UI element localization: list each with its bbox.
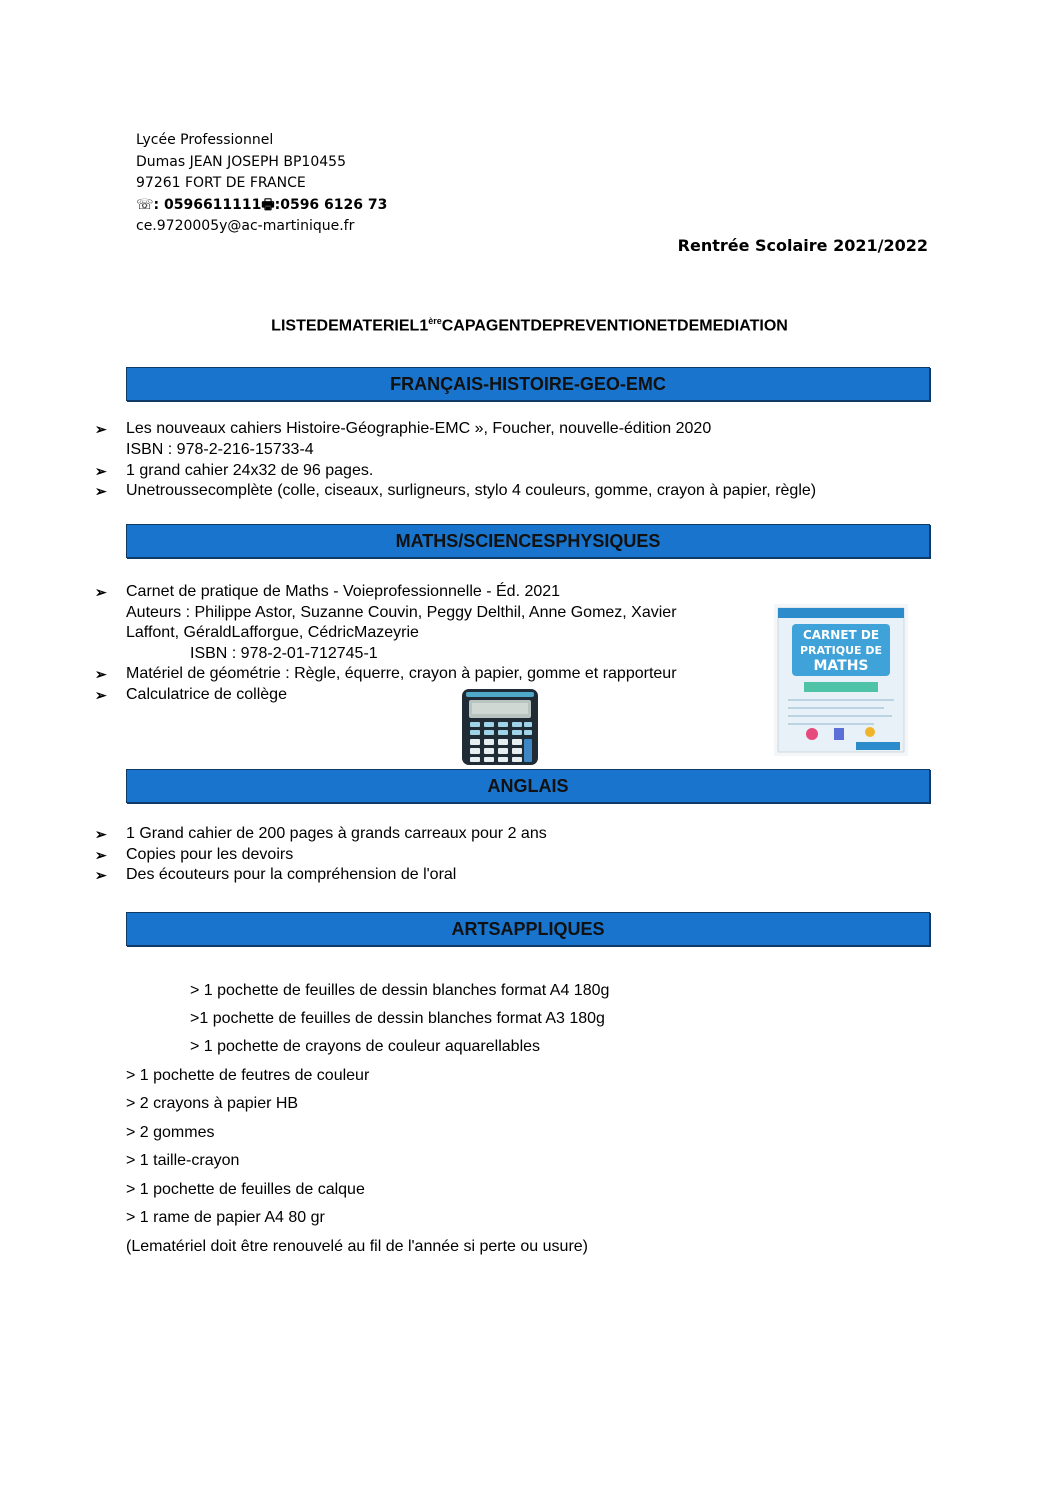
list-item: > 1 taille-crayon xyxy=(126,1152,240,1169)
title-part2: CAPAGENTDEPREVENTIONETDEMEDIATION xyxy=(441,317,788,335)
note-text: (Lematériel doit être renouvelé au fil de l'année si perte ou usure) xyxy=(126,1238,588,1255)
school-email: ce.9720005y@ac-martinique.fr xyxy=(136,218,355,234)
arrow-bullet-icon: ➢ xyxy=(95,666,107,682)
school-phone-fax: ☏: 0596611111🖶:0596 6126 73 xyxy=(136,196,388,213)
list-item: ➢ Les nouveaux cahiers Histoire-Géographie-EMC », Foucher, nouvelle-édition 2020 xyxy=(126,419,711,440)
arrow-bullet-icon: ➢ xyxy=(95,483,107,499)
school-address-block xyxy=(136,130,387,238)
list-item: > 1 rame de papier A4 80 gr xyxy=(126,1209,325,1226)
list-item: > 2 crayons à papier HB xyxy=(126,1095,299,1112)
arrow-bullet-icon: ➢ xyxy=(95,421,107,437)
section-heading-maths: MATHS/SCIENCESPHYSIQUES xyxy=(126,524,930,558)
section-heading-anglais: ANGLAIS xyxy=(126,769,930,803)
section-heading-arts: ARTSAPPLIQUES xyxy=(126,912,930,946)
list-item-continuation: Auteurs : Philippe Astor, Suzanne Couvin, Peggy Delthil, Anne Gomez, Xavier xyxy=(126,604,677,621)
calculator-image xyxy=(460,688,540,766)
school-name: Dumas JEAN JOSEPH BP10455 xyxy=(136,153,346,170)
document-title xyxy=(0,316,1059,335)
list-item: > 1 pochette de crayons de couleur aquarellables xyxy=(190,1038,541,1055)
list-item: > 1 pochette de feuilles de dessin blanches format A4 180g xyxy=(190,982,610,999)
book-cover-image xyxy=(774,604,908,756)
book-title-line3: MATHS xyxy=(813,658,869,674)
list-item: > 2 gommes xyxy=(126,1124,215,1141)
list-item: ➢ 1 grand cahier 24x32 de 96 pages. xyxy=(126,461,373,482)
arrow-bullet-icon: ➢ xyxy=(95,847,107,863)
list-item: > 1 pochette de feuilles de calque xyxy=(126,1181,365,1198)
list-item: > 1 pochette de feutres de couleur xyxy=(126,1067,370,1084)
list-item: ➢ Matériel de géométrie : Règle, équerre, crayon à papier, gomme et rapporteur xyxy=(126,664,677,685)
list-item: ➢ Calculatrice de collège xyxy=(126,685,287,706)
arrow-bullet-icon: ➢ xyxy=(95,867,107,883)
arrow-bullet-icon: ➢ xyxy=(95,687,107,703)
list-item: ➢ Unetroussecomplète (colle, ciseaux, surligneurs, stylo 4 couleurs, gomme, crayon à papier, règle) xyxy=(126,481,816,502)
list-item-continuation: ISBN : 978-2-01-712745-1 xyxy=(190,645,378,662)
list-item: ➢ Carnet de pratique de Maths - Voieprofessionnelle - Éd. 2021 xyxy=(126,582,560,603)
title-part1: LISTEDEMATERIEL1 xyxy=(271,317,429,335)
arrow-bullet-icon: ➢ xyxy=(95,826,107,842)
list-item-continuation: ISBN : 978-2-216-15733-4 xyxy=(126,441,314,458)
school-year: Rentrée Scolaire 2021/2022 xyxy=(677,236,928,255)
school-type: Lycée Professionnel xyxy=(136,132,274,148)
school-city: 97261 FORT DE FRANCE xyxy=(136,175,306,191)
book-title-line1: CARNET DE xyxy=(802,628,880,642)
arrow-bullet-icon: ➢ xyxy=(95,463,107,479)
section-heading-francais: FRANÇAIS-HISTOIRE-GEO-EMC xyxy=(126,367,930,401)
list-item: >1 pochette de feuilles de dessin blanches format A3 180g xyxy=(190,1010,605,1027)
title-superscript: ère xyxy=(428,316,442,326)
arrow-bullet-icon: ➢ xyxy=(95,584,107,600)
list-item: ➢ 1 Grand cahier de 200 pages à grands carreaux pour 2 ans xyxy=(126,824,547,845)
book-title-line2: PRATIQUE DE xyxy=(799,644,883,657)
list-item-continuation: Laffont, GéraldLafforgue, CédricMazeyrie xyxy=(126,624,419,641)
list-item: ➢ Des écouteurs pour la compréhension de l'oral xyxy=(126,865,456,886)
list-item: ➢ Copies pour les devoirs xyxy=(126,845,293,866)
